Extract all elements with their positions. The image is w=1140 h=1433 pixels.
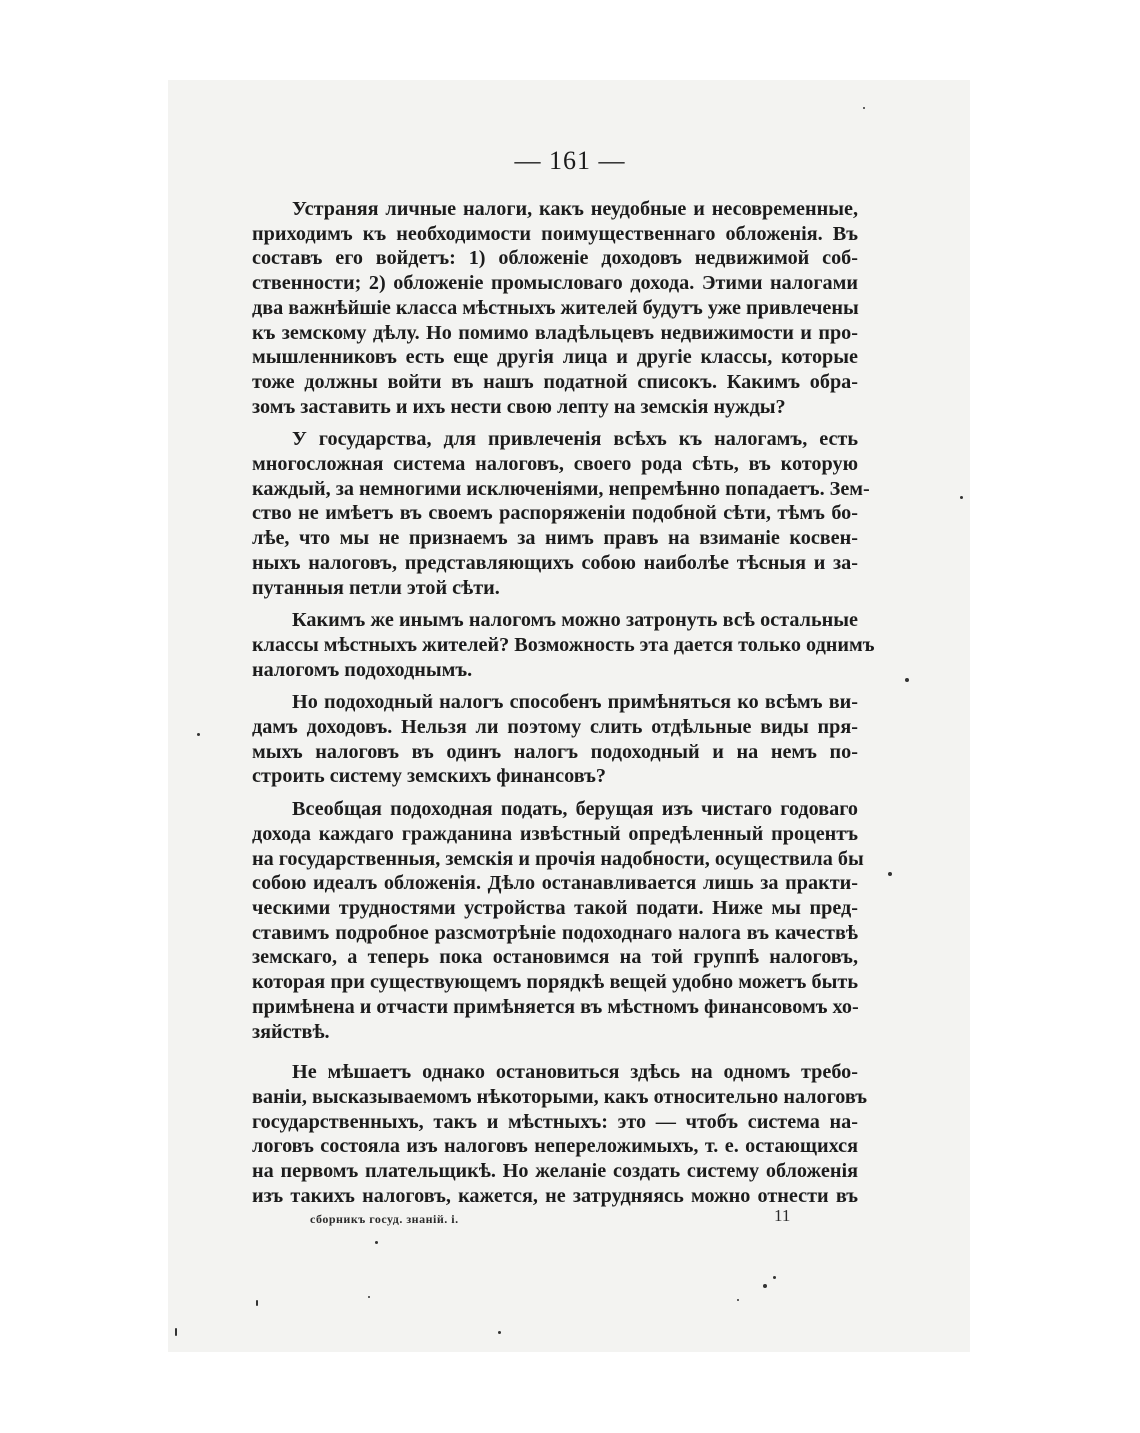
scan-speck [256, 1300, 258, 1306]
scan-speck [763, 1284, 767, 1288]
scan-speck [960, 496, 963, 499]
text-line: земскаго, а теперь пока остановимся на той группѣ налоговъ, [252, 946, 858, 969]
text-line: ство не имѣетъ въ своемъ распоряженіи подобной сѣти, тѣмъ бо- [252, 502, 858, 525]
paragraph-gap [252, 600, 858, 608]
text-line: зяйствѣ. [252, 1020, 330, 1043]
text-line: ческими трудностями устройства такой подати. Ниже мы пред- [252, 896, 858, 919]
body-text [252, 197, 875, 1208]
text-line: приходимъ къ необходимости поимущественнаго обложенія. Въ [252, 222, 858, 245]
text-line: ваніи, высказываемомъ нѣкоторыми, какъ относительно налоговъ [252, 1085, 868, 1108]
text-line: логовъ состояла изъ налоговъ непереложимыхъ, т. е. остающихся [252, 1135, 858, 1158]
text-line: мыхъ налоговъ въ одинъ налогъ подоходный и на немъ по- [252, 740, 858, 763]
text-line: на первомъ плательщикѣ. Но желаніе создать систему обложенія [252, 1160, 858, 1183]
scan-speck [498, 1331, 501, 1334]
text-line: собою идеалъ обложенія. Дѣло останавливается лишь за практи- [252, 872, 858, 895]
text-line: У государства, для привлеченія всѣхъ къ налогамъ, есть [292, 428, 858, 451]
text-line: дамъ доходовъ. Нельзя ли поэтому слить отдѣльные виды пря- [252, 716, 858, 739]
text-line: налогомъ подоходнымъ. [252, 658, 473, 681]
text-line: ственности; 2) обложеніе промысловаго дохода. Этими налогами [252, 272, 858, 295]
text-line: ставимъ подробное разсмотрѣніе подоходнаго налога въ качествѣ [252, 921, 858, 944]
scan-speck [863, 107, 865, 109]
text-line: мышленниковъ есть еще другія лица и другіе классы, которые [252, 346, 858, 369]
text-line: каждый, за немногими исключеніями, непремѣнно попадаетъ. Зем- [252, 477, 870, 500]
scan-speck [888, 872, 892, 876]
page-number: — 161 — [514, 146, 626, 175]
text-line: строить систему земскихъ финансовъ? [252, 765, 606, 788]
text-line: лѣе, что мы не признаемъ за нимъ правъ на взиманіе косвен- [252, 527, 858, 550]
text-line: Всеобщая подоходная подать, берущая изъ чистаго годоваго [292, 798, 858, 821]
scan-speck [737, 1299, 739, 1301]
text-line: Какимъ же инымъ налогомъ можно затронуть всѣ остальные [292, 609, 858, 632]
scan-speck [175, 1328, 177, 1336]
paragraph-gap [252, 682, 858, 690]
text-line: на государственныя, земскія и прочія надобности, осуществила бы [252, 847, 864, 870]
text-line: которая при существующемъ порядкѣ вещей удобно можетъ быть [252, 971, 858, 994]
text-line: зомъ заставить и ихъ нести свою лепту на земскія нужды? [252, 395, 786, 418]
text-line: путанныя петли этой сѣти. [252, 576, 500, 599]
text-line: примѣнена и отчасти примѣняется въ мѣстномъ финансовомъ хо- [252, 995, 859, 1018]
paragraph-gap [252, 1044, 858, 1060]
text-line: Не мѣшаетъ однако остановиться здѣсь на одномъ требо- [292, 1061, 858, 1084]
scan-speck [197, 733, 200, 736]
text-line: два важнѣйшіе класса мѣстныхъ жителей будутъ уже привлечены [252, 296, 859, 319]
text-line: Устраняя личные налоги, какъ неудобные и несовременные, [292, 198, 858, 220]
footer-sheet-number: 11 [774, 1206, 791, 1225]
text-line: дохода каждаго гражданина извѣстный опредѣленный процентъ [252, 822, 858, 845]
scan-speck [905, 678, 909, 682]
scan-speck [773, 1276, 776, 1279]
text-line: многосложная система налоговъ, своего рода сѣть, въ которую [252, 453, 858, 476]
text-line: составъ его войдетъ: 1) обложеніе доходовъ недвижимой соб- [252, 247, 858, 270]
paragraph-gap [252, 419, 858, 427]
text-line: государственныхъ, такъ и мѣстныхъ: это — чтобъ система на- [252, 1110, 858, 1133]
text-line: изъ такихъ налоговъ, кажется, не затрудняясь можно отнести въ [252, 1184, 858, 1207]
footer-signature: сборникъ госуд. знаній. i. [310, 1212, 459, 1226]
text-line: классы мѣстныхъ жителей? Возможность эта дается только однимъ [252, 633, 875, 656]
text-line: Но подоходный налогъ способенъ примѣняться ко всѣмъ ви- [292, 691, 858, 714]
scan-speck [375, 1241, 378, 1244]
paragraph-gap [252, 789, 858, 797]
scan-speck [368, 1296, 370, 1298]
text-line: къ земскому дѣлу. Но помимо владѣльцевъ недвижимости и про- [252, 321, 858, 344]
text-line: тоже должны войти въ нашъ податной списокъ. Какимъ обра- [252, 370, 858, 393]
text-line: ныхъ налоговъ, представляющихъ собою наиболѣе тѣсныя и за- [252, 551, 858, 574]
